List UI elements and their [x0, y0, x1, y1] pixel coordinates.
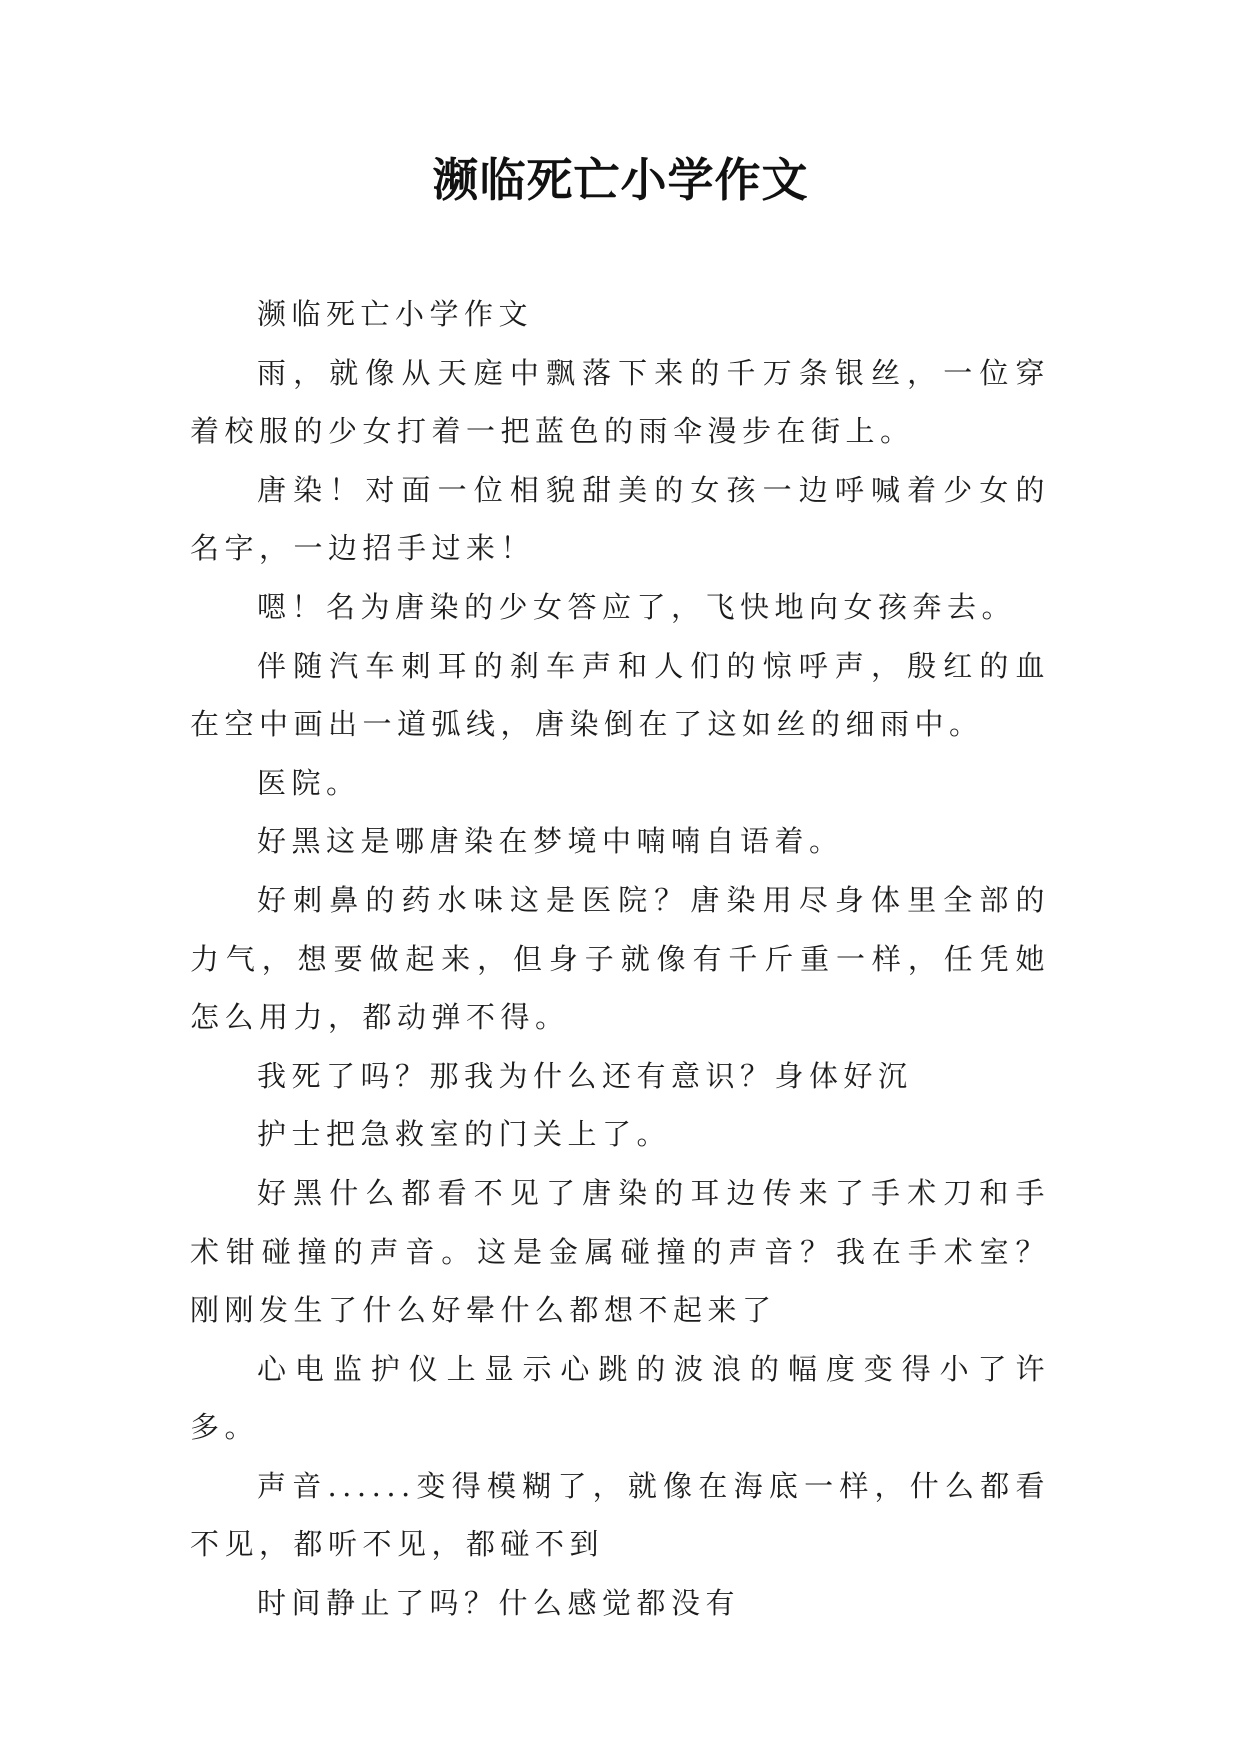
paragraph: 好刺鼻的药水味这是医院？唐染用尽身体里全部的力气，想要做起来，但身子就像有千斤重一样，任凭她怎么用力，都动弹不得。: [190, 882, 1050, 1035]
paragraph: 雨，就像从天庭中飘落下来的千万条银丝，一位穿着校服的少女打着一把蓝色的雨伞漫步在街上。: [190, 355, 1050, 449]
paragraph: 伴随汽车刺耳的刹车声和人们的惊呼声，殷红的血在空中画出一道弧线，唐染倒在了这如丝的细雨中。: [190, 648, 1050, 742]
paragraph: 嗯！名为唐染的少女答应了，飞快地向女孩奔去。: [257, 589, 1017, 624]
paragraph: 我死了吗？那我为什么还有意识？身体好沉: [257, 1058, 913, 1093]
paragraph: 好黑什么都看不见了唐染的耳边传来了手术刀和手术钳碰撞的声音。这是金属碰撞的声音？我在手术室？刚刚发生了什么好晕什么都想不起来了: [190, 1175, 1050, 1328]
paragraph: 唐染！对面一位相貌甜美的女孩一边呼喊着少女的名字，一边招手过来！: [190, 472, 1050, 566]
paragraph: 好黑这是哪唐染在梦境中喃喃自语着。: [257, 824, 844, 859]
paragraph: 心电监护仪上显示心跳的波浪的幅度变得小了许多。: [190, 1351, 1050, 1445]
paragraph: 声音......变得模糊了，就像在海底一样，什么都看不见，都听不见，都碰不到: [190, 1468, 1050, 1562]
paragraph: 时间静止了吗？什么感觉都没有: [257, 1586, 741, 1621]
paragraph: 濒临死亡小学作文: [257, 297, 534, 331]
paragraph: 医院。: [257, 765, 361, 800]
document-body: [190, 285, 1050, 1633]
document-title: 濒临死亡小学作文: [432, 153, 809, 207]
paragraph: 护士把急救室的门关上了。: [257, 1117, 672, 1152]
